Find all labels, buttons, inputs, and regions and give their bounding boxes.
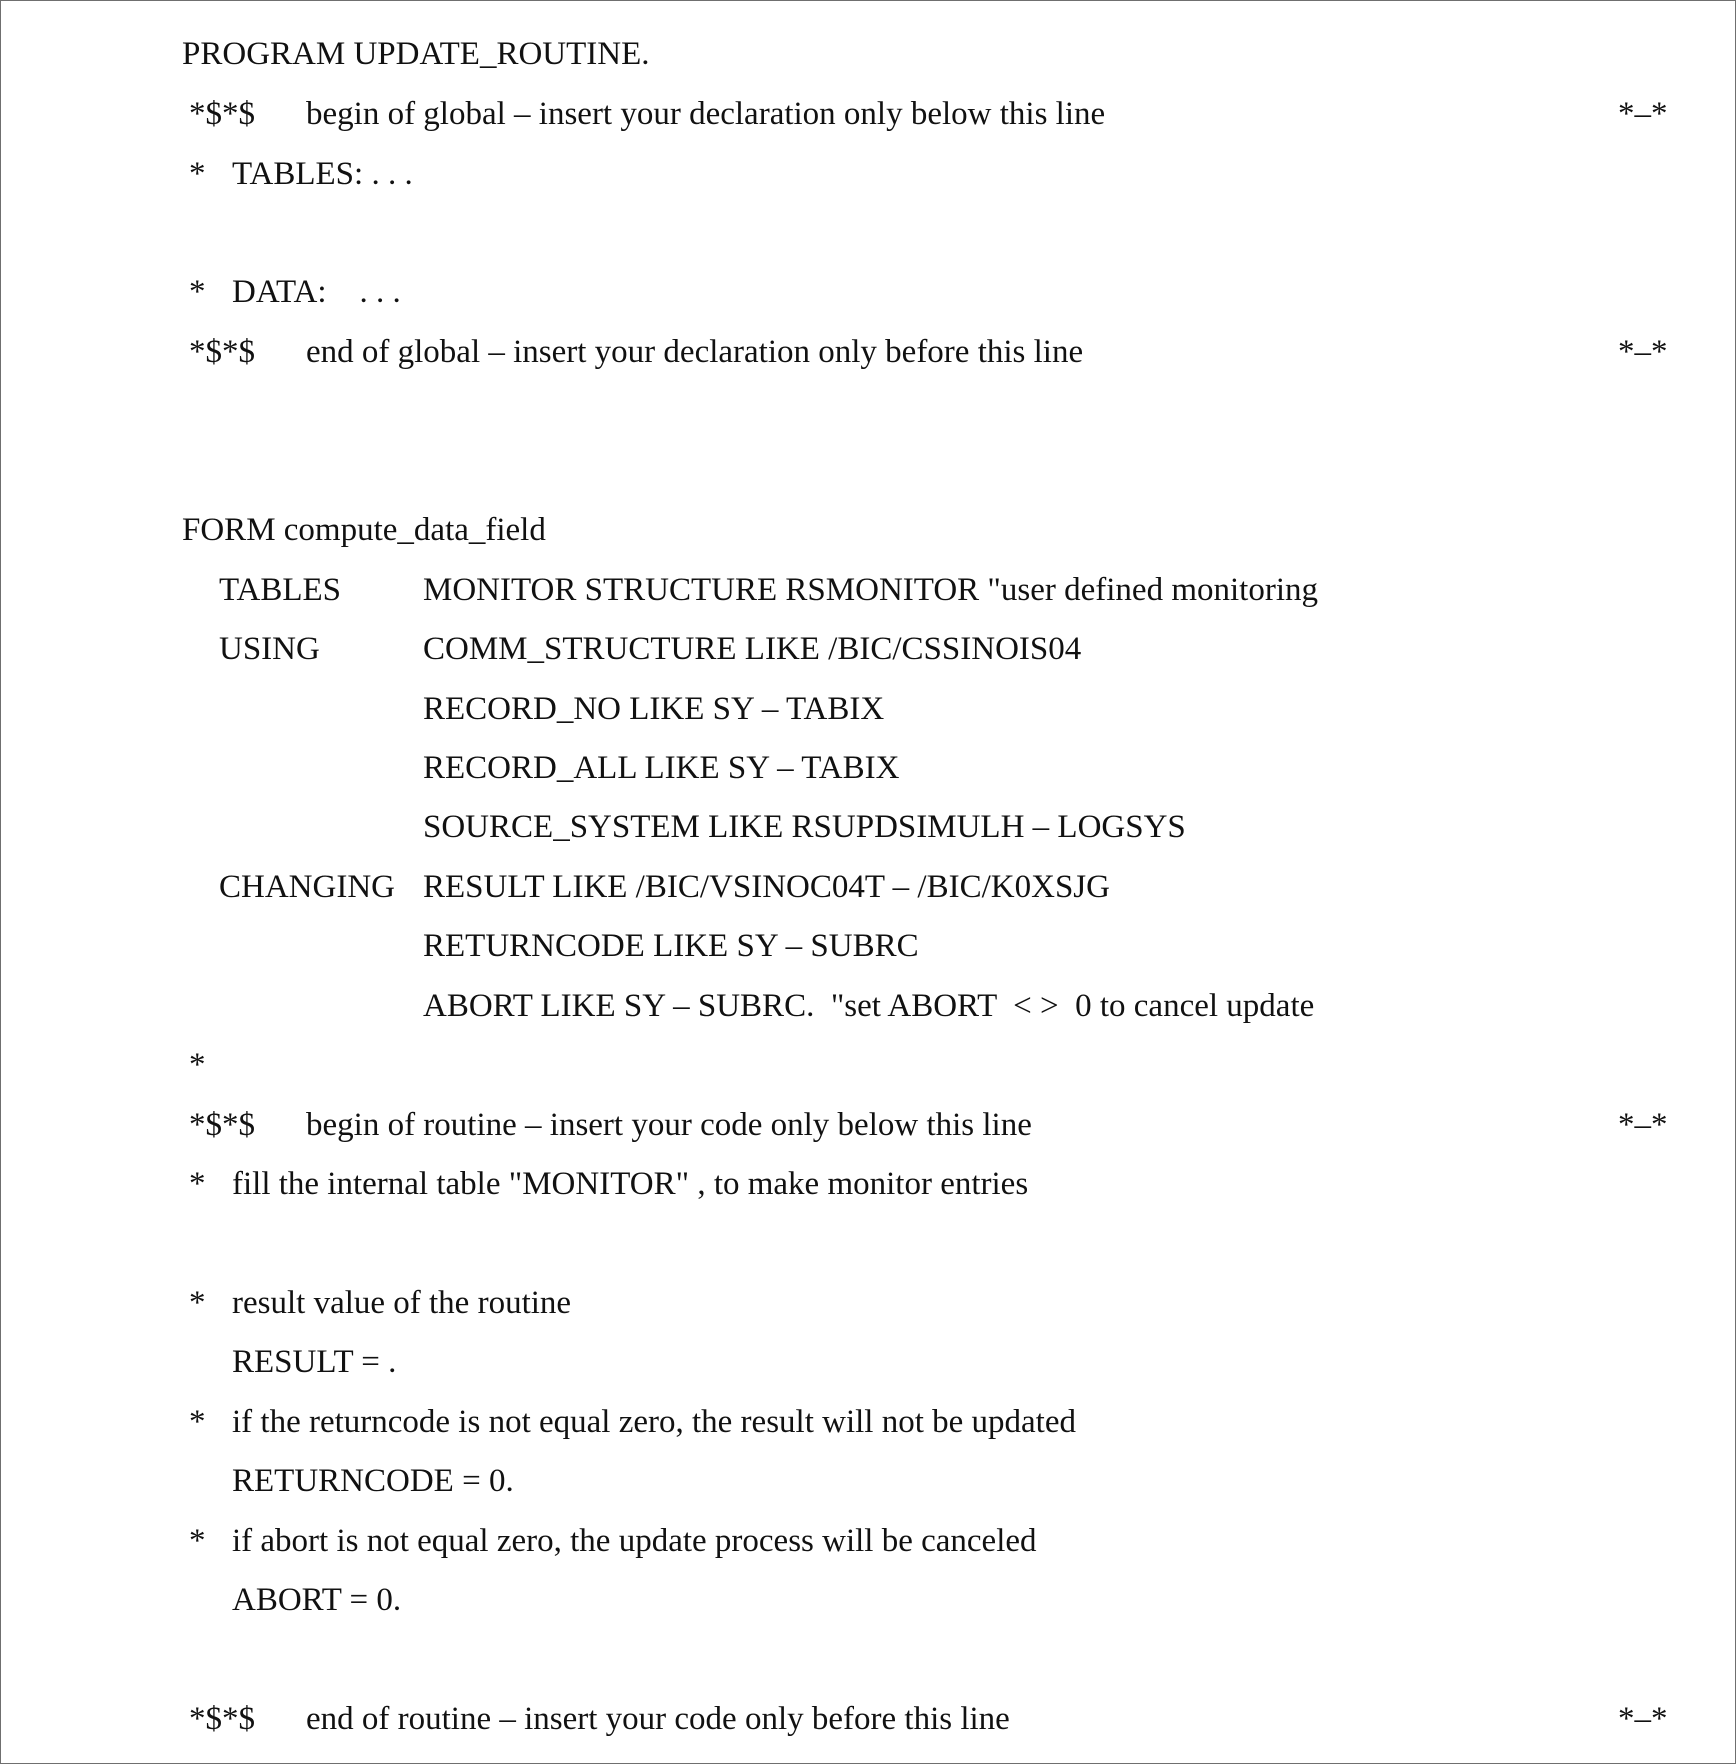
data-comment-prefix: * — [189, 274, 206, 310]
global-begin-suffix: *–* — [1618, 96, 1668, 132]
result-statement: RESULT = . — [232, 1344, 397, 1380]
routine-end-prefix: *$*$ — [189, 1701, 255, 1737]
global-begin-text: begin of global – insert your declaration only below this line — [306, 96, 1106, 132]
tables-keyword: TABLES — [219, 572, 342, 608]
global-end-text: end of global – insert your declaration only before this line — [306, 334, 1084, 370]
using-keyword: USING — [219, 631, 320, 667]
monitor-comment-prefix: * — [189, 1166, 206, 1202]
using-param-line: RECORD_ALL LIKE SY – TABIX — [423, 750, 900, 786]
global-end-suffix: *–* — [1618, 334, 1668, 370]
routine-begin-suffix: *–* — [1618, 1107, 1668, 1143]
tables-comment-text: TABLES: . . . — [232, 156, 413, 192]
data-comment-text: DATA: . . . — [232, 274, 401, 310]
returncode-comment-text: if the returncode is not equal zero, the result will not be updated — [232, 1404, 1076, 1440]
routine-end-suffix: *–* — [1618, 1701, 1668, 1737]
using-param-line: RECORD_NO LIKE SY – TABIX — [423, 691, 885, 727]
form-line: FORM compute_data_field — [182, 512, 546, 548]
returncode-statement: RETURNCODE = 0. — [232, 1463, 514, 1499]
routine-end-text: end of routine – insert your code only before this line — [306, 1701, 1010, 1737]
program-line: PROGRAM UPDATE_ROUTINE. — [182, 36, 650, 72]
using-param-line: SOURCE_SYSTEM LIKE RSUPDSIMULH – LOGSYS — [423, 809, 1186, 845]
changing-param-line: RETURNCODE LIKE SY – SUBRC — [423, 928, 919, 964]
abort-comment-text: if abort is not equal zero, the update process will be canceled — [232, 1523, 1037, 1559]
routine-begin-text: begin of routine – insert your code only below this line — [306, 1107, 1032, 1143]
global-begin-prefix: *$*$ — [189, 96, 255, 132]
result-comment-prefix: * — [189, 1285, 206, 1321]
global-end-prefix: *$*$ — [189, 334, 255, 370]
changing-param-line: RESULT LIKE /BIC/VSINOC04T – /BIC/K0XSJG — [423, 869, 1110, 905]
lone-asterisk: * — [189, 1047, 206, 1083]
changing-param-line: ABORT LIKE SY – SUBRC. "set ABORT < > 0 to cancel update — [423, 988, 1315, 1024]
result-comment-text: result value of the routine — [232, 1285, 572, 1321]
returncode-comment-prefix: * — [189, 1404, 206, 1440]
abort-statement: ABORT = 0. — [232, 1582, 402, 1618]
tables-param-line: MONITOR STRUCTURE RSMONITOR "user defined monitoring — [423, 572, 1318, 608]
monitor-comment-text: fill the internal table "MONITOR" , to make monitor entries — [232, 1166, 1029, 1202]
routine-begin-prefix: *$*$ — [189, 1107, 255, 1143]
tables-comment-prefix: * — [189, 156, 206, 192]
changing-keyword: CHANGING — [219, 869, 395, 905]
abort-comment-prefix: * — [189, 1523, 206, 1559]
using-param-line: COMM_STRUCTURE LIKE /BIC/CSSINOIS04 — [423, 631, 1082, 667]
